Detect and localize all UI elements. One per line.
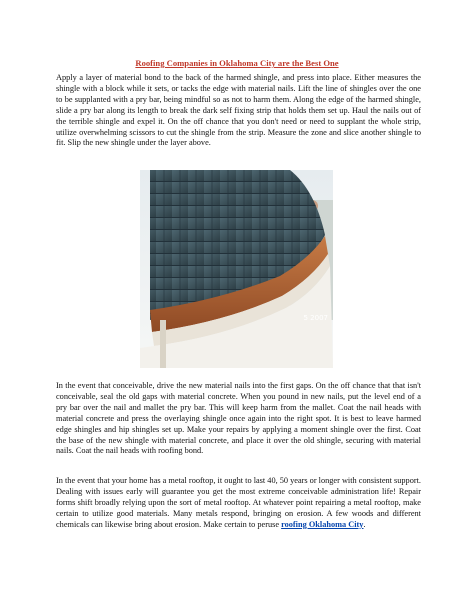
- porch-post: [160, 320, 166, 368]
- paragraph-3: [56, 476, 421, 531]
- page-title[interactable]: Roofing Companies in Oklahoma City are the Best One: [135, 58, 339, 68]
- paragraph-2: In the event that conceivable, drive the new material nails into the first gaps. On the off chance that that isn't conceivable, seal the old gaps with material concrete. When you pound in new nails, put the level end of a pry bar over the nail and mallet the pry bar. This will keep harm from the mallet. Coat the nail heads with material concrete and press the overlaying shingle once again into the right spot. It is best to leave harmed edge shingles and hip shingles set up. Make your repairs by applying a moment shingle over the first. Coat the base of the new shingle with material concrete, and place it over the old shingle, securing with material nails. Coat the nail heads with roofing bond.: [56, 381, 421, 456]
- paragraph-1: Apply a layer of material bond to the back of the harmed shingle, and press into place. Either measures the shingle with a block while it sets, or tacks the edge with material nails. Lift the line of shingles over the one to be supplanted with a pry bar, being mindful so as not to harm them. Along the edge of the harmed shingle, slide a pry bar along its length to break the dark self fixing strip that holds them set up. Haul the nails out of the terrible shingle and expel it. On the off chance that you don't need or need to supplant the whole strip, utilize overwhelming scissors to cut the shingle from the strip. Measure the zone and slice another shingle to fit. Slip the new shingle under the layer above.: [56, 73, 421, 148]
- paragraph-3-end: .: [363, 519, 366, 529]
- roof-photo: [140, 170, 333, 368]
- roofing-oklahoma-city-link[interactable]: roofing Oklahoma City: [281, 519, 364, 529]
- paragraph-3-text: In the event that your home has a metal rooftop, it ought to last 40, 50 years or longer with consistent support. Dealing with issues early will guarantee you get the most extreme conceivable administration life! Repair forms shift broadly relying upon the sort of metal rooftop. At whatever point repairing a metal rooftop, make certain to utilize good materials. Many metals respond, bringing on erosion. A few woods and different chemicals can likewise bring about erosion. Make certain to peruse: [56, 476, 421, 529]
- photo-watermark: 5 2007: [303, 314, 328, 322]
